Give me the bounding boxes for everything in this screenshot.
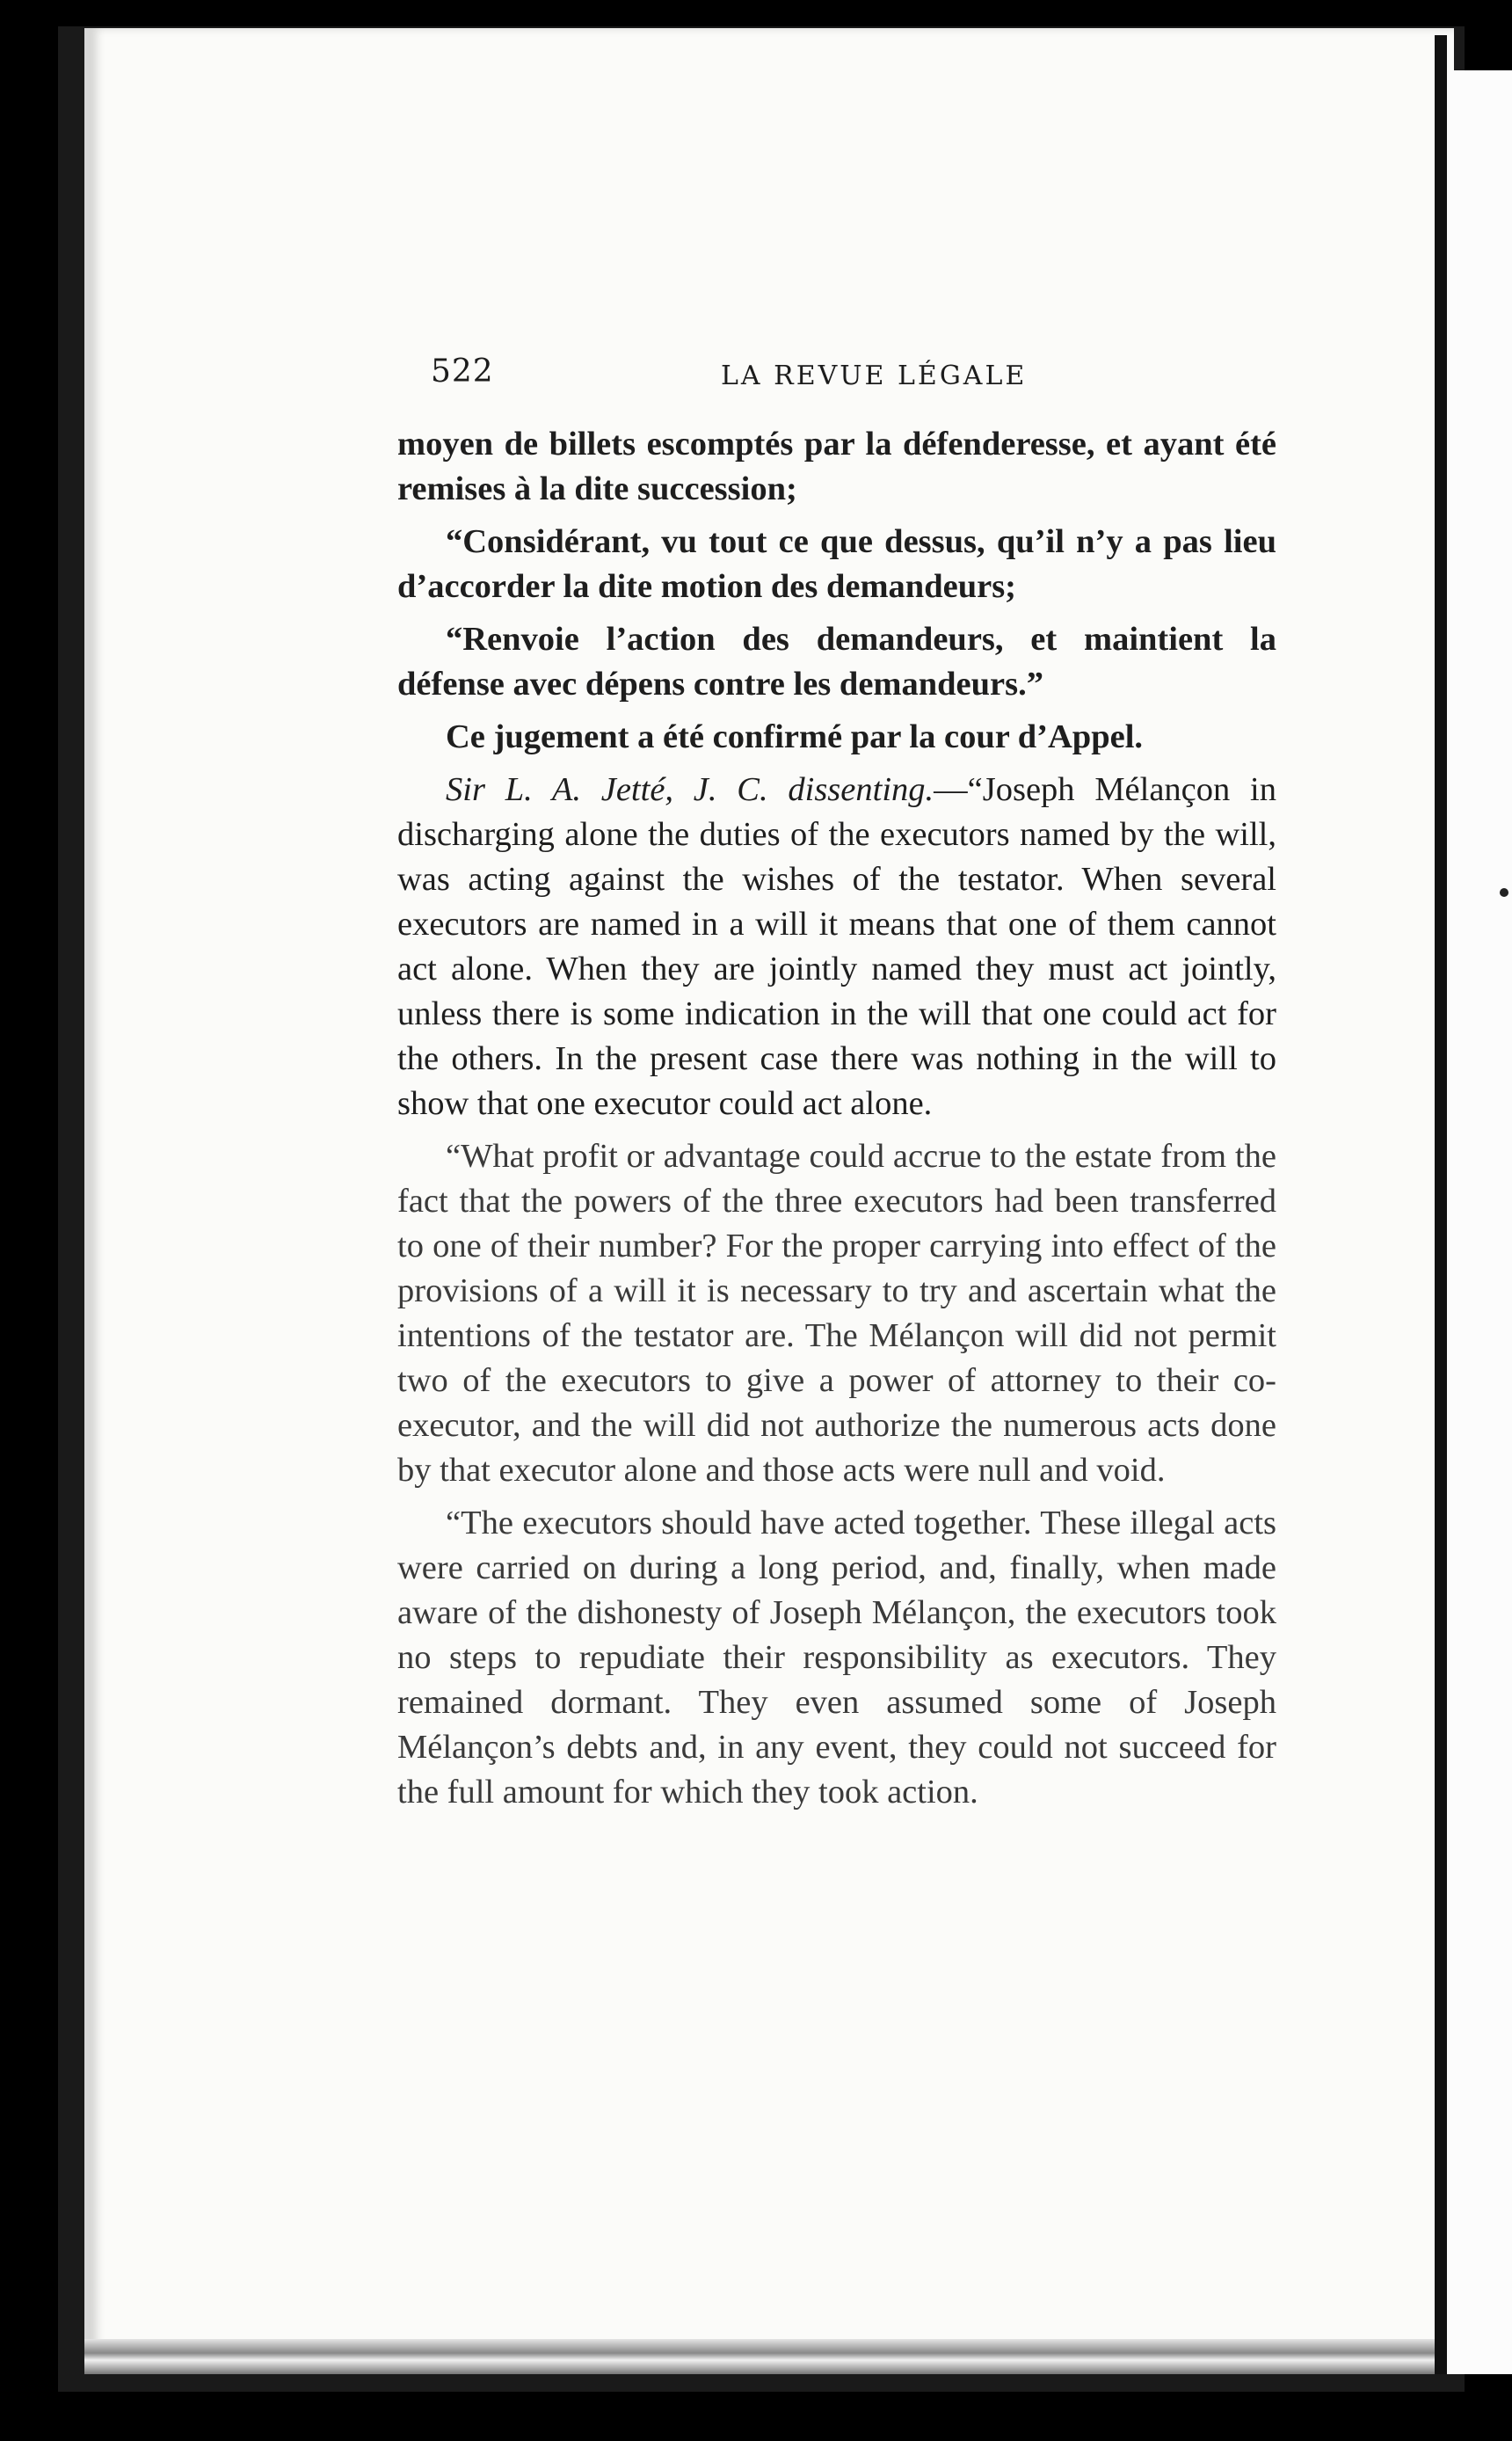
- gutter-edge: [1435, 35, 1447, 2374]
- running-title: LA REVUE LÉGALE: [721, 361, 1028, 391]
- facing-page-sliver: [1447, 70, 1512, 2374]
- dissent-lead: Sir L. A. Jetté, J. C. dissenting.: [446, 771, 934, 808]
- paragraph-confirmation: Ce jugement a été confirmé par la cour d’Appel.: [446, 718, 1144, 755]
- paragraph-dissent: [397, 768, 1276, 1126]
- page-bottom-edge: [84, 2339, 1449, 2374]
- paragraph-executors: “The executors should have acted together. These illegal acts were carried on during a long period, and, finally, when made aware of the dishonesty of Joseph Mélançon, the executors took no steps to repudiate their responsibility as executors. They remained dormant. They even assumed some of Joseph Mélançon’s debts and, in any event, they could not succeed for the full amount for which they took action.: [397, 1505, 1276, 1811]
- body-text: [397, 422, 1276, 1823]
- paragraph-continuation: moyen de billets escomptés par la défenderesse, et ayant été remises à la dite succession;: [397, 426, 1276, 507]
- paragraph-considerant: “Considérant, vu tout ce que dessus, qu’il n’y a pas lieu d’accorder la dite motion des demandeurs;: [397, 523, 1276, 605]
- paragraph-renvoie: “Renvoie l’action des demandeurs, et maintient la défense avec dépens contre les demandeurs.”: [397, 621, 1276, 703]
- ink-speck: [1500, 888, 1508, 897]
- paragraph-profit: “What profit or advantage could accrue to the estate from the fact that the powers of the three executors had been transferred to one of their number? For the proper carrying into effect of the provisions of a will it is necessary to try and ascertain what the intentions of the testator are. The Mélançon will did not permit two of the executors to give a power of attorney to their co-executor, and the will did not authorize the numerous acts done by that executor alone and those acts were null and void.: [397, 1138, 1276, 1489]
- dissent-text: —“Joseph Mélançon in discharging alone the duties of the executors named by the will, was acting against the wishes of the testator. When several executors are named in a will it means that one of them cannot act alone. When they are jointly named they must act jointly, unless there is some indication in the will that one could act for the others. In the present case there was nothing in the will to show that one executor could act alone.: [397, 771, 1276, 1122]
- page-number: 522: [431, 353, 494, 390]
- page-header: [431, 353, 1310, 406]
